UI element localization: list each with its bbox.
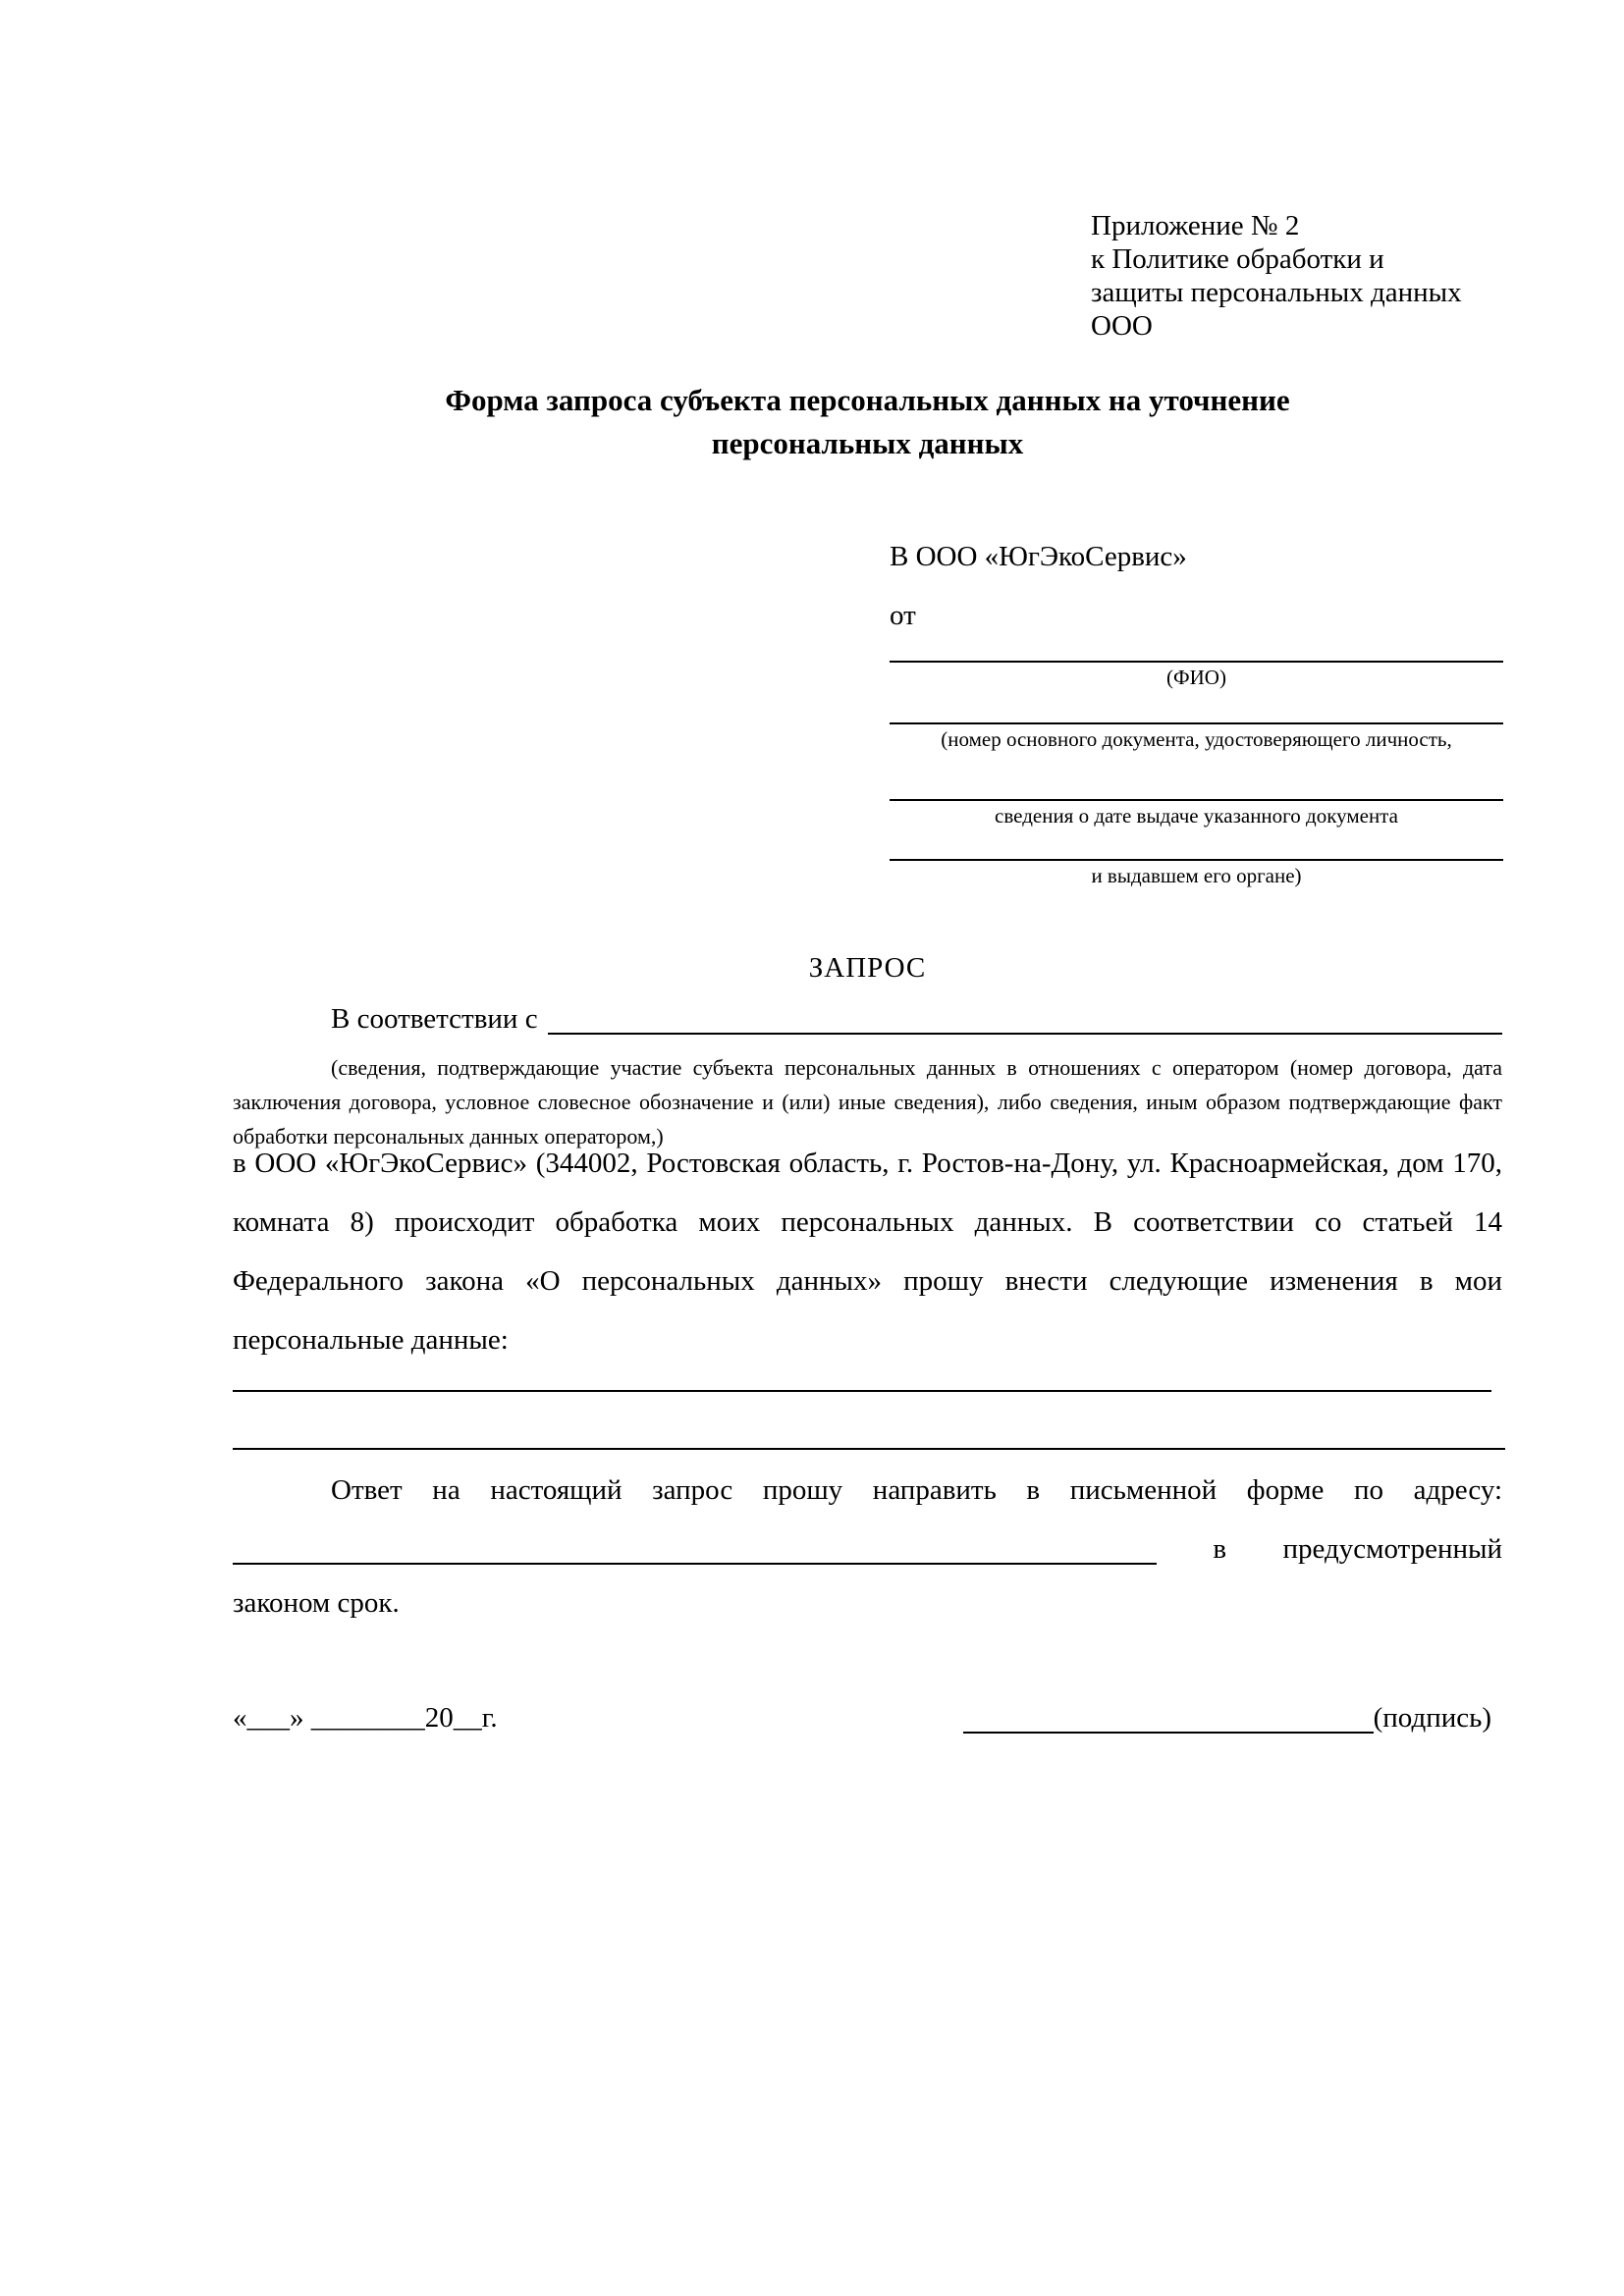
document-number-blank (890, 722, 1503, 752)
annex-note-line: защиты персональных данных (1091, 277, 1462, 308)
address-fill-line (233, 1563, 1157, 1565)
changes-fill-line-2 (233, 1448, 1505, 1450)
reply-word-predusmotrennyi: предусмотренный (1282, 1533, 1502, 1565)
intro-label: В соответствии с (331, 1003, 538, 1035)
reply-paragraph-line1: Ответ на настоящий запрос прошу направить в письменной форме по адресу: (331, 1474, 1502, 1506)
fio-blank (890, 661, 1503, 690)
issue-date-blank (890, 799, 1503, 828)
reply-paragraph-line3: законом срок. (233, 1587, 400, 1619)
document-title-line2: персональных данных (711, 426, 1024, 460)
body-paragraph: в ООО «ЮгЭкоСервис» (344002, Ростовская область, г. Ростов-на-Дону, ул. Красноармейская, дом 170, комната 8) происходит обработка моих персональных данных. В соответствии со статьей 14 Федерального закона «О персональных данных» прошу внести следующие изменения в мои персональные данные: (233, 1148, 1502, 1356)
signature-caption: (подпись) (1373, 1702, 1491, 1734)
signature-fill-line (963, 1732, 1374, 1734)
reply-address-line (233, 1522, 1502, 1576)
issue-date-caption: сведения о дате выдаче указанного документа (995, 804, 1398, 828)
footer-row (233, 1690, 1491, 1745)
issue-date-fill-line (890, 799, 1503, 801)
intro-footnote: (сведения, подтверждающие участие субъекта персональных данных в отношениях с оператором (номер договора, дата заключения договора, условное словесное обозначение и (или) иные сведения), либо сведения, иным образом подтверждающие факт обработки персональных данных оператором,) (233, 1055, 1502, 1148)
document-number-caption: (номер основного документа, удостоверяющего личность, (941, 727, 1452, 751)
annex-note-line: Приложение № 2 (1091, 210, 1300, 241)
fio-caption: (ФИО) (1166, 666, 1226, 689)
from-label: от (890, 600, 916, 631)
intro-line (233, 991, 1502, 1046)
signature-block (963, 1690, 1491, 1745)
recipient-line: В ООО «ЮгЭкоСервис» (890, 541, 1187, 572)
fio-fill-line (890, 661, 1503, 663)
reply-word-v: в (1213, 1533, 1227, 1565)
issuing-authority-blank (890, 859, 1503, 888)
annex-note-line: к Политике обработки и (1091, 243, 1384, 275)
issuing-authority-fill-line (890, 859, 1503, 861)
request-heading: ЗАПРОС (808, 952, 927, 984)
document-number-fill-line (890, 722, 1503, 724)
document-title (233, 379, 1502, 465)
annex-note-line: ООО (1091, 310, 1153, 342)
issuing-authority-caption: и выдавшем его органе) (1091, 864, 1302, 887)
intro-fill-line (548, 1033, 1502, 1035)
document-title-line1: Форма запроса субъекта персональных данных на уточнение (445, 383, 1290, 417)
date-line: «___» ________20__г. (233, 1702, 498, 1734)
annex-note (1091, 209, 1462, 343)
changes-fill-line-1 (233, 1390, 1491, 1392)
